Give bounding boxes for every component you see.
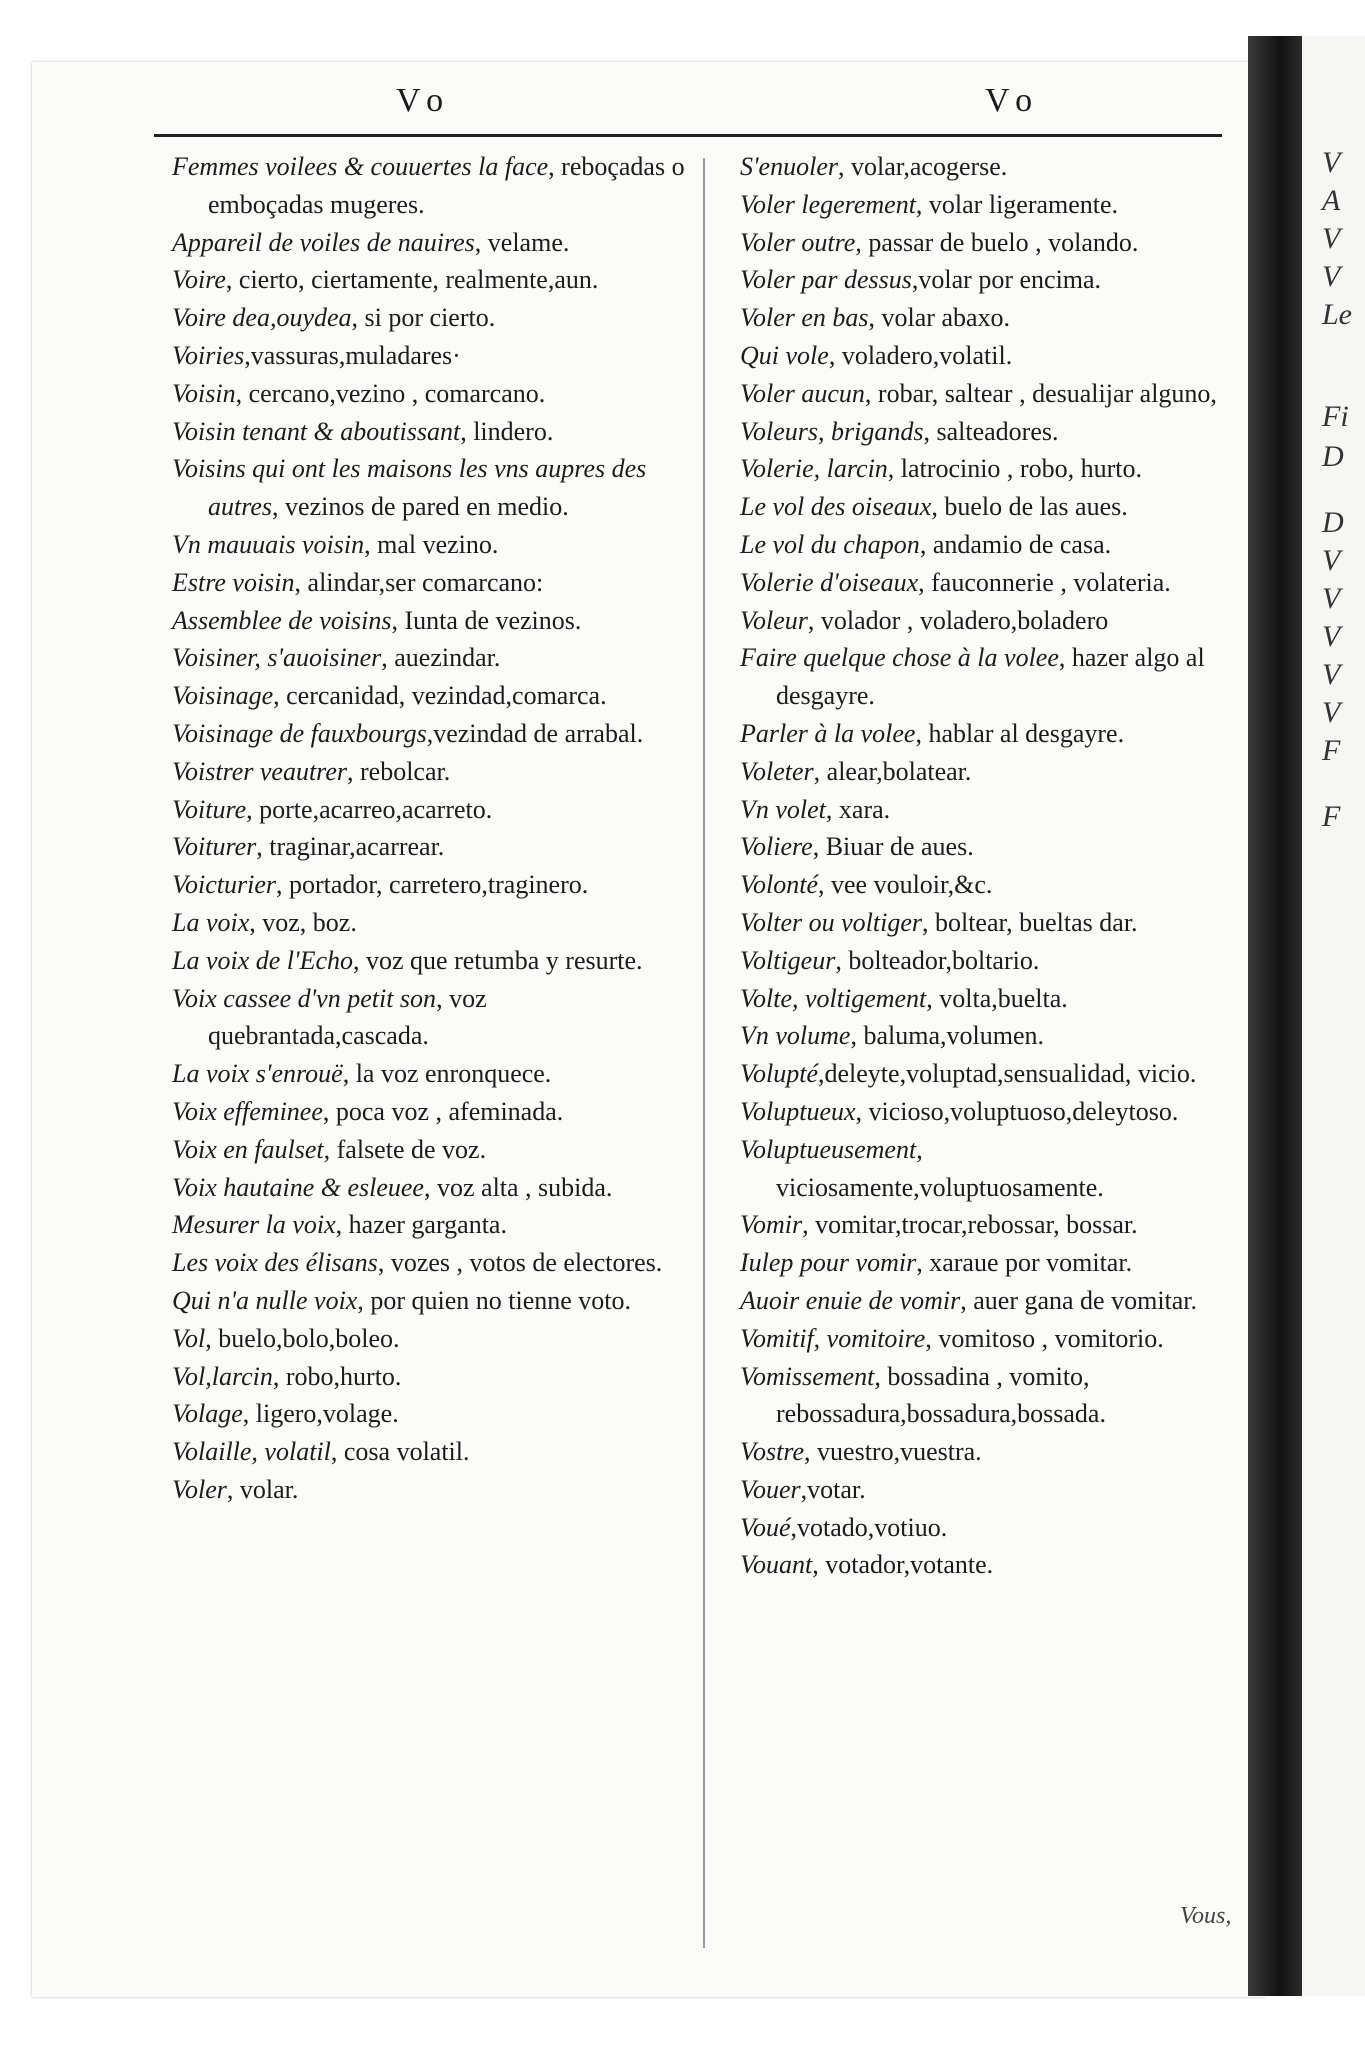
left-column <box>172 148 692 1509</box>
column-divider <box>703 158 705 1948</box>
entry-headword: Vouant <box>740 1550 813 1580</box>
entry-headword: Voisinage de fauxbourgs <box>172 718 427 748</box>
entry-translation: , portador, carretero,traginero. <box>276 870 589 900</box>
entry-headword: La voix <box>172 907 250 937</box>
entry-translation: , fauconnerie , volateria. <box>918 567 1171 597</box>
entry-translation: , robo,hurto. <box>272 1361 402 1391</box>
dictionary-entry <box>172 337 692 375</box>
facing-page-letter: V <box>1322 544 1341 577</box>
entry-headword: Voiries <box>172 340 245 370</box>
entry-headword: Voisiner, s'auoisiner <box>172 643 382 673</box>
facing-page-letter: V <box>1322 582 1341 615</box>
book-gutter <box>1248 36 1302 1996</box>
facing-page-letter: Le <box>1322 298 1352 331</box>
entry-headword: Estre voisin <box>172 567 295 597</box>
dictionary-entry <box>172 602 692 640</box>
entry-headword: Voleter <box>740 756 814 786</box>
entry-headword: Vn mauuais voisin <box>172 529 365 559</box>
entry-translation: ,votado,votiuo. <box>790 1512 948 1542</box>
entry-translation: , voladero,volatil. <box>828 340 1013 370</box>
entry-headword: Voler en bas <box>740 303 869 333</box>
entry-headword: Auoir enuie de vomir <box>740 1285 961 1315</box>
entry-translation: , bossadina , vomito, rebossadura,bossadura,bossada. <box>776 1361 1106 1429</box>
entry-headword: Parler à la volee <box>740 718 916 748</box>
entry-headword: Les voix des élisans <box>172 1248 378 1278</box>
entry-headword: Voicturier <box>172 870 276 900</box>
entry-translation: , hablar al desgayre. <box>915 718 1125 748</box>
entry-headword: La voix s'enrouë <box>172 1059 343 1089</box>
entry-translation: , velame. <box>474 227 570 257</box>
dictionary-entry <box>740 375 1252 413</box>
entry-translation: , voz que retumba y resurte. <box>353 945 643 975</box>
entry-translation: , si por cierto. <box>351 303 496 333</box>
dictionary-entry <box>172 904 692 942</box>
dictionary-entry <box>740 1055 1252 1093</box>
entry-translation: , vezinos de pared en medio. <box>272 492 569 522</box>
entry-headword: La voix de l'Echo <box>172 945 354 975</box>
entry-headword: Mesurer la voix <box>172 1210 336 1240</box>
entry-headword: Assemblee de voisins <box>172 605 392 635</box>
dictionary-entry <box>740 413 1252 451</box>
dictionary-entry <box>740 791 1252 829</box>
facing-page-letter: V <box>1322 222 1341 255</box>
entry-headword: Volaille, volatil <box>172 1437 331 1467</box>
entry-translation: , vee vouloir,&c. <box>818 870 993 900</box>
dictionary-entry <box>740 602 1252 640</box>
entry-translation: , voz quebrantada,cascada. <box>208 983 487 1051</box>
header-rule <box>154 134 1222 137</box>
entry-headword: Iulep pour vomir <box>740 1248 917 1278</box>
entry-headword: Voix hautaine & esleuee <box>172 1172 424 1202</box>
facing-page-letter: Fi <box>1322 400 1349 433</box>
facing-page-letter: D <box>1322 506 1344 539</box>
dictionary-entry <box>740 715 1252 753</box>
dictionary-entry <box>172 526 692 564</box>
dictionary-entry <box>740 1093 1252 1131</box>
entry-headword: Vn volet <box>740 794 826 824</box>
dictionary-entry <box>740 1546 1252 1584</box>
entry-headword: Volerie, larcin <box>740 454 888 484</box>
entry-translation: , viciosamente,voluptuosamente. <box>776 1134 1104 1202</box>
entry-translation: , cosa volatil. <box>330 1437 470 1467</box>
entry-headword: Appareil de voiles de nauires <box>172 227 475 257</box>
entry-translation: , poca voz , afeminada. <box>322 1096 564 1126</box>
entry-translation: , hazer garganta. <box>335 1210 507 1240</box>
dictionary-entry <box>740 186 1252 224</box>
facing-page-letter: A <box>1322 184 1341 217</box>
entry-translation: , boltear, bueltas dar. <box>921 907 1138 937</box>
entry-headword: Le vol des oiseaux <box>740 492 932 522</box>
dictionary-entry <box>172 413 692 451</box>
running-head-right: Vo <box>985 82 1043 119</box>
entry-headword: Qui vole <box>740 340 829 370</box>
dictionary-entry <box>740 1244 1252 1282</box>
dictionary-entry <box>172 677 692 715</box>
entry-headword: Voiture <box>172 794 247 824</box>
entry-translation: , rebolcar. <box>347 756 451 786</box>
entry-headword: Voire dea,ouydea <box>172 303 352 333</box>
dictionary-entry <box>740 337 1252 375</box>
entry-translation: ,deleyte,voluptad,sensualidad, vicio. <box>818 1059 1197 1089</box>
entry-headword: Vomitif, vomitoire <box>740 1323 926 1353</box>
dictionary-entry <box>740 866 1252 904</box>
entry-translation: , ligero,volage. <box>242 1399 399 1429</box>
dictionary-entry <box>172 980 692 1056</box>
dictionary-entry <box>740 148 1252 186</box>
entry-headword: Vol,larcin <box>172 1361 273 1391</box>
entry-translation: , lindero. <box>460 416 554 446</box>
dictionary-entry <box>172 791 692 829</box>
entry-headword: Voliere <box>740 832 813 862</box>
dictionary-entry <box>740 224 1252 262</box>
dictionary-entry <box>172 1358 692 1396</box>
facing-page-letter: F <box>1322 800 1341 833</box>
entry-headword: Voix cassee d'vn petit son <box>172 983 437 1013</box>
entry-translation: , salteadores. <box>923 416 1059 446</box>
entry-translation: , falsete de voz. <box>323 1134 487 1164</box>
dictionary-entry <box>740 1206 1252 1244</box>
dictionary-entry <box>172 942 692 980</box>
entry-headword: Voisins qui ont les maisons les vns aupres des autres <box>172 454 647 522</box>
entry-translation: , auezindar. <box>381 643 501 673</box>
dictionary-entry <box>172 1320 692 1358</box>
dictionary-entry <box>172 715 692 753</box>
entry-headword: Voler aucun <box>740 378 865 408</box>
entry-headword: Le vol du chapon <box>740 529 920 559</box>
entry-translation: , buelo de las aues. <box>931 492 1128 522</box>
entry-translation: , buelo,bolo,boleo. <box>205 1323 400 1353</box>
entry-translation: , vuestro,vuestra. <box>804 1437 982 1467</box>
entry-translation: , cierto, ciertamente, realmente,aun. <box>225 265 599 295</box>
dictionary-entry <box>172 148 692 224</box>
dictionary-entry <box>740 828 1252 866</box>
entry-translation: , bolteador,boltario. <box>835 945 1040 975</box>
entry-translation: ,vassuras,muladares· <box>244 340 461 370</box>
entry-translation: , votador,votante. <box>812 1550 994 1580</box>
entry-translation: , vomitoso , vomitorio. <box>925 1323 1164 1353</box>
facing-page-letter: F <box>1322 734 1341 767</box>
dictionary-entry <box>172 375 692 413</box>
entry-translation: , mal vezino. <box>364 529 499 559</box>
entry-headword: Volupté <box>740 1059 818 1089</box>
entry-headword: Voué <box>740 1512 791 1542</box>
entry-translation: , hazer algo al desgayre. <box>776 643 1205 711</box>
dictionary-entry <box>740 526 1252 564</box>
dictionary-entry <box>740 261 1252 299</box>
entry-headword: Voluptueux <box>740 1096 856 1126</box>
entry-headword: Voire <box>172 265 226 295</box>
dictionary-entry <box>740 450 1252 488</box>
dictionary-entry <box>740 753 1252 791</box>
facing-page-letter: V <box>1322 696 1341 729</box>
dictionary-entry <box>172 866 692 904</box>
entry-headword: Vouer <box>740 1474 801 1504</box>
entry-headword: Voleurs, brigands <box>740 416 924 446</box>
entry-translation: , porte,acarreo,acarreto. <box>246 794 493 824</box>
entry-translation: , Biuar de aues. <box>812 832 974 862</box>
dictionary-entry <box>172 261 692 299</box>
entry-headword: Voix en faulset <box>172 1134 324 1164</box>
entry-headword: Voler outre <box>740 227 856 257</box>
entry-translation: , baluma,volumen. <box>850 1021 1044 1051</box>
entry-translation: , Iunta de vezinos. <box>391 605 582 635</box>
dictionary-entry <box>740 299 1252 337</box>
entry-headword: Vol <box>172 1323 206 1353</box>
entry-headword: Voler legerement <box>740 189 916 219</box>
entry-translation: , vicioso,voluptuoso,deleytoso. <box>855 1096 1179 1126</box>
entry-headword: Volonté <box>740 870 818 900</box>
entry-headword: Voler par dessus <box>740 265 912 295</box>
facing-page-letter: V <box>1322 146 1341 179</box>
entry-translation: , volta,buelta. <box>926 983 1068 1013</box>
dictionary-entry <box>172 1093 692 1131</box>
entry-translation: , andamio de casa. <box>919 529 1112 559</box>
entry-translation: ,vezindad de arrabal. <box>426 718 644 748</box>
entry-headword: Volerie d'oiseaux <box>740 567 919 597</box>
entry-translation: , latrocinio , robo, hurto. <box>887 454 1142 484</box>
dictionary-entry <box>172 1395 692 1433</box>
catchword: Vous, <box>1180 1903 1232 1929</box>
facing-page-letter: V <box>1322 260 1341 293</box>
running-head-left: Vo <box>396 82 454 119</box>
entry-headword: Voltigeur <box>740 945 836 975</box>
dictionary-entry <box>172 639 692 677</box>
entry-translation: ,votar. <box>800 1474 866 1504</box>
entry-translation: , vozes , votos de electores. <box>377 1248 663 1278</box>
entry-translation: , cercano,vezino , comarcano. <box>235 378 546 408</box>
facing-page-letter: D <box>1322 440 1344 473</box>
entry-headword: Voleur <box>740 605 808 635</box>
entry-translation: , voz, boz. <box>249 907 357 937</box>
entry-headword: Femmes voilees & couuertes la face <box>172 152 549 181</box>
dictionary-entry <box>172 564 692 602</box>
entry-headword: Voler <box>172 1474 227 1504</box>
dictionary-entry <box>172 1244 692 1282</box>
dictionary-entry <box>740 639 1252 715</box>
entry-headword: Volte, voltigement <box>740 983 927 1013</box>
entry-translation: , reboçadas o emboçadas mugeres. <box>208 152 685 219</box>
entry-headword: Faire quelque chose à la volee <box>740 643 1059 673</box>
dictionary-entry <box>172 828 692 866</box>
dictionary-entry <box>740 1282 1252 1320</box>
entry-translation: , volar ligeramente. <box>915 189 1119 219</box>
entry-translation: , xara. <box>825 794 891 824</box>
entry-translation: , robar, saltear , desualijar alguno, <box>864 378 1217 408</box>
dictionary-entry <box>172 753 692 791</box>
entry-translation: , alindar,ser comarcano: <box>294 567 544 597</box>
entry-headword: Qui n'a nulle voix <box>172 1285 358 1315</box>
entry-translation: , cercanidad, vezindad,comarca. <box>273 681 607 711</box>
entry-translation: , auer gana de vomitar. <box>960 1285 1198 1315</box>
entry-headword: S'enuoler <box>740 152 838 181</box>
entry-translation: , alear,bolatear. <box>813 756 972 786</box>
entry-translation: , volar,acogerse. <box>837 152 1008 181</box>
dictionary-entry <box>740 564 1252 602</box>
dictionary-entry <box>740 1509 1252 1547</box>
entry-headword: Vomissement <box>740 1361 875 1391</box>
facing-page-letter: V <box>1322 658 1341 691</box>
entry-translation: , vomitar,trocar,rebossar, bossar. <box>802 1210 1138 1240</box>
entry-headword: Voisinage <box>172 681 274 711</box>
entry-translation: , volador , voladero,boladero <box>807 605 1109 635</box>
entry-headword: Vn volume <box>740 1021 851 1051</box>
entry-headword: Voisin <box>172 378 236 408</box>
entry-headword: Voistrer veautrer <box>172 756 347 786</box>
entry-headword: Volage <box>172 1399 243 1429</box>
dictionary-entry <box>740 1358 1252 1434</box>
dictionary-entry <box>740 488 1252 526</box>
dictionary-entry <box>740 1131 1252 1207</box>
entry-translation: , volar abaxo. <box>868 303 1011 333</box>
entry-translation: , passar de buelo , volando. <box>855 227 1139 257</box>
dictionary-entry <box>172 1055 692 1093</box>
entry-headword: Voiturer <box>172 832 257 862</box>
entry-translation: , traginar,acarrear. <box>256 832 445 862</box>
dictionary-entry <box>172 224 692 262</box>
entry-headword: Voluptueusement <box>740 1134 917 1164</box>
dictionary-entry <box>172 1206 692 1244</box>
dictionary-entry <box>172 1471 692 1509</box>
entry-headword: Vomir <box>740 1210 803 1240</box>
entry-translation: ,volar por encima. <box>911 265 1102 295</box>
entry-headword: Voix effeminee <box>172 1096 323 1126</box>
entry-translation: , xaraue por vomitar. <box>916 1248 1133 1278</box>
entry-translation: , voz alta , subida. <box>423 1172 613 1202</box>
dictionary-entry <box>172 1433 692 1471</box>
dictionary-entry <box>172 450 692 526</box>
facing-page-letter: V <box>1322 620 1341 653</box>
dictionary-entry <box>740 1320 1252 1358</box>
dictionary-entry <box>740 1017 1252 1055</box>
right-column <box>740 148 1252 1584</box>
dictionary-entry <box>172 1131 692 1169</box>
entry-translation: , la voz enronquece. <box>342 1059 552 1089</box>
entry-headword: Volter ou voltiger <box>740 907 922 937</box>
entry-headword: Vostre <box>740 1437 805 1467</box>
entry-headword: Voisin tenant & aboutissant <box>172 416 461 446</box>
dictionary-entry <box>740 1471 1252 1509</box>
entry-translation: , volar. <box>226 1474 299 1504</box>
facing-page-edge <box>1302 36 1365 1996</box>
dictionary-entry <box>172 299 692 337</box>
dictionary-entry <box>740 942 1252 980</box>
dictionary-entry <box>740 904 1252 942</box>
dictionary-entry <box>172 1282 692 1320</box>
entry-translation: , por quien no tienne voto. <box>357 1285 632 1315</box>
dictionary-entry <box>740 980 1252 1018</box>
dictionary-entry <box>740 1433 1252 1471</box>
dictionary-entry <box>172 1169 692 1207</box>
